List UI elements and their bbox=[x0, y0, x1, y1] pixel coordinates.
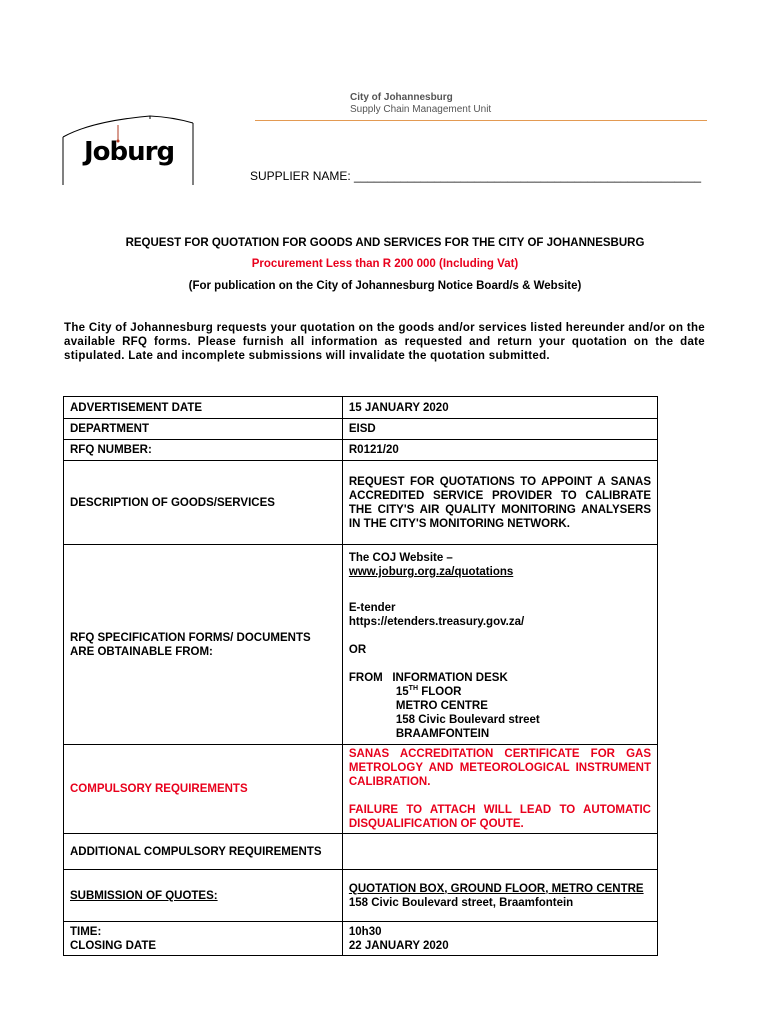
table-row bbox=[64, 397, 658, 419]
additional-compulsory-value bbox=[342, 834, 657, 870]
etender-link[interactable]: https://etenders.treasury.gov.za/ bbox=[348, 616, 525, 628]
advert-date-value: 15 JANUARY 2020 bbox=[342, 397, 657, 419]
page-title: REQUEST FOR QUOTATION FOR GOODS AND SERVICES FOR THE CITY OF JOHANNESBURG bbox=[125, 237, 645, 249]
table-row bbox=[64, 870, 658, 922]
spec-forms-sources bbox=[342, 545, 657, 745]
compulsory-text-2: FAILURE TO ATTACH WILL LEAD TO AUTOMATIC DISQUALIFICATION OF QOUTE. bbox=[348, 804, 651, 830]
spec-forms-label: RFQ SPECIFICATION FORMS/ DOCUMENTS ARE OBTAINABLE FROM: bbox=[64, 545, 343, 745]
centre-line: METRO CENTRE bbox=[395, 700, 488, 712]
floor-suffix: TH bbox=[408, 685, 419, 692]
submission-location: QUOTATION BOX, GROUND FLOOR, METRO CENTRE bbox=[348, 882, 644, 895]
org-header bbox=[350, 92, 491, 116]
table-row bbox=[64, 440, 658, 461]
submission-address: 158 Civic Boulevard street, Braamfontein bbox=[348, 896, 574, 909]
header-divider bbox=[255, 120, 707, 121]
compulsory-value bbox=[342, 745, 657, 834]
closing-date-value: 22 JANUARY 2020 bbox=[348, 939, 449, 952]
description-label: DESCRIPTION OF GOODS/SERVICES bbox=[64, 461, 343, 545]
floor-number: 15 bbox=[395, 686, 409, 698]
compulsory-label: COMPULSORY REQUIREMENTS bbox=[64, 745, 343, 834]
table-row bbox=[64, 419, 658, 440]
org-unit: Supply Chain Management Unit bbox=[350, 104, 492, 115]
table-row bbox=[64, 834, 658, 870]
time-closing-value bbox=[342, 922, 657, 956]
closing-date-label: CLOSING DATE bbox=[70, 939, 157, 952]
floor-line bbox=[349, 685, 651, 699]
table-row bbox=[64, 545, 658, 745]
department-label: DEPARTMENT bbox=[64, 419, 343, 440]
department-value: EISD bbox=[342, 419, 657, 440]
advert-date-label: ADVERTISEMENT DATE bbox=[64, 397, 343, 419]
etender-label: E-tender bbox=[348, 602, 396, 614]
rfq-number-label: RFQ NUMBER: bbox=[64, 440, 343, 461]
rfq-number-value: R0121/20 bbox=[342, 440, 657, 461]
intro-paragraph: The City of Johannesburg requests your quotation on the goods and/or services listed hereunder and/or on the available RFQ forms. Please furnish all information as requested and return your quotation on the date stipulated. Late and incomplete submissions will invalidate the quotation submitted. bbox=[64, 322, 705, 362]
table-row bbox=[64, 461, 658, 545]
info-desk: INFORMATION DESK bbox=[392, 672, 508, 684]
joburg-logo bbox=[62, 115, 194, 185]
time-value: 10h30 bbox=[348, 925, 382, 938]
rfq-details-table bbox=[63, 396, 658, 956]
table-row bbox=[64, 745, 658, 834]
supplier-name-field: SUPPLIER NAME: ____________________________________________________ bbox=[250, 169, 702, 183]
publication-note: (For publication on the City of Johannesburg Notice Board/s & Website) bbox=[188, 280, 582, 292]
coj-website-link[interactable]: www.joburg.org.za/quotations bbox=[348, 566, 514, 578]
procurement-limit: Procurement Less than R 200 000 (Including Vat) bbox=[251, 258, 519, 270]
description-value: REQUEST FOR QUOTATIONS TO APPOINT A SANAS ACCREDITED SERVICE PROVIDER TO CALIBRATE THE CITY'S AIR QUALITY MONITORING ANALYSERS IN THE CITY'S MONITORING NETWORK. bbox=[342, 461, 657, 545]
suburb-line: BRAAMFONTEIN bbox=[395, 728, 490, 740]
logo-wordmark: Joburg bbox=[84, 137, 175, 167]
time-closing-label bbox=[64, 922, 343, 956]
table-row bbox=[64, 922, 658, 956]
time-label: TIME: bbox=[70, 925, 102, 938]
street-line: 158 Civic Boulevard street bbox=[395, 714, 540, 726]
floor-word: FLOOR bbox=[418, 686, 462, 698]
additional-compulsory-label: ADDITIONAL COMPULSORY REQUIREMENTS bbox=[64, 834, 343, 870]
submission-label: SUBMISSION OF QUOTES: bbox=[64, 870, 343, 922]
info-desk-line bbox=[349, 671, 651, 685]
from-label: FROM bbox=[348, 672, 383, 684]
coj-website-label: The COJ Website – bbox=[348, 552, 453, 564]
compulsory-text-1: SANAS ACCREDITATION CERTIFICATE FOR GAS METROLOGY AND METEOROLOGICAL INSTRUMENT CALIBRATION. bbox=[348, 748, 651, 788]
submission-value bbox=[342, 870, 657, 922]
org-name: City of Johannesburg bbox=[350, 92, 453, 103]
or-separator: OR bbox=[348, 644, 367, 656]
